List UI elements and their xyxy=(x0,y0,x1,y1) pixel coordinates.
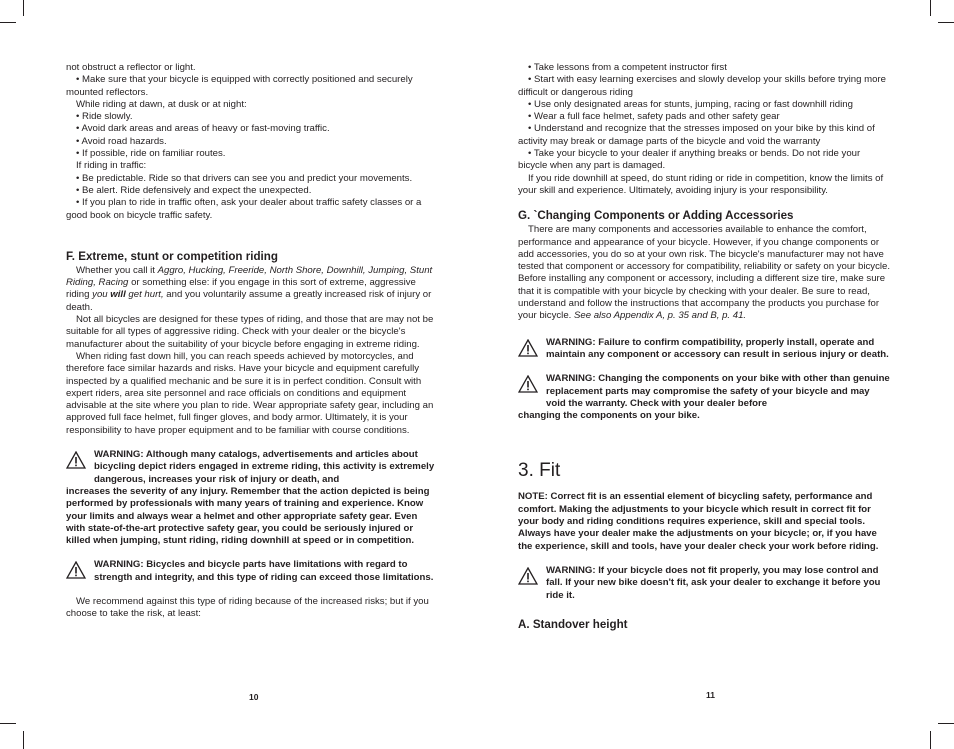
subsection-heading: A. Standover height xyxy=(518,617,628,631)
bullet-item: • Take your bicycle to your dealer if anything breaks or bends. Do not ride your bicycle when any part is damaged. xyxy=(518,148,861,172)
section-heading: F. Extreme, stunt or competition riding xyxy=(66,249,278,263)
crop-mark xyxy=(930,731,931,749)
bullet-item: • Use only designated areas for stunts, jumping, racing or fast downhill riding xyxy=(528,98,853,110)
body-paragraph: There are many components and accessories available to enhance the comfort, performance and appearance of your bicycle. However, if you change components or add accessories, you do so at your own risk. The bicycle's manufacturer may not have tested that component or accessory for compatibility, reliability or safety on your bicycle. Before installing any component or accessory, including a different size tire, make sure that it is compatible with your bicycle by checking with your dealer. Be sure to read, understand and follow the instructions that accompany the products you purchase for your bicycle. See also Appendix A, p. 35 and B, p. 41. xyxy=(518,224,891,322)
body-text: If riding in traffic: xyxy=(76,160,147,172)
warning-text: WARNING: Bicycles and bicycle parts have limitations with regard to strength and integrity, and this type of riding can exceed those limitations. xyxy=(94,559,434,583)
crop-mark xyxy=(0,22,16,23)
body-paragraph: Whether you call it Aggro, Hucking, Freeride, North Shore, Downhill, Jumping, Stunt Riding, Racing or something else: if you engage in this sort of extreme, aggressive riding you will get hurt, and you voluntarily assume a greatly increased risk of injury or death. xyxy=(66,264,433,313)
body-paragraph: When riding fast down hill, you can reach speeds achieved by motorcycles, and therefore face similar hazards and risks. Have your bicycle and equipment carefully inspected by a qualified mechanic and be sure it is in perfect condition. Consult with expert riders, area site personnel and race officials on conditions and equipment advisable at the site where you plan to ride. Wear appropriate safety gear, including an approved full face helmet, full finger gloves, and body armor. Ultimately, it is your responsibility to have proper equipment and to be familiar with course conditions. xyxy=(66,350,434,436)
warning-triangle-icon xyxy=(518,339,538,357)
left-page xyxy=(66,62,436,621)
bullet-item: • Wear a full face helmet, safety pads and other safety gear xyxy=(528,111,780,123)
bullet-item: • If you plan to ride in traffic often, ask your dealer about traffic safety classes or a good book on bicycle traffic safety. xyxy=(66,197,422,221)
warning-text: WARNING: Changing the components on your bike with other than genuine replacement parts may compromise the safety of your bicycle and may void the warranty. Check with your dealer before xyxy=(546,373,890,409)
warning-text: increases the severity of any injury. Remember that the action depicted is being performed by professionals with many years of training and experience. Know your limits and always wear a helmet and other appropriate safety gear. Even with state-of-the-art protective safety gear, you could be seriously injured or killed when jumping, stunt riding, riding downhill at speed or in competition. xyxy=(66,485,430,547)
page-number: 11 xyxy=(706,690,715,700)
body-paragraph: If you ride downhill at speed, do stunt riding or ride in competition, know the limits of your skill and experience. Ultimately, avoiding injury is your responsibility. xyxy=(518,172,884,196)
warning-text: WARNING: If your bicycle does not fit properly, you may lose control and fall. If your new bike doesn't fit, ask your dealer to exchange it before you ride it. xyxy=(546,564,881,601)
bullet-item: • Make sure that your bicycle is equipped with correctly positioned and securely mounted reflectors. xyxy=(66,74,413,98)
section-heading: G. `Changing Components or Adding Accessories xyxy=(518,209,794,223)
warning-block xyxy=(518,373,890,422)
warning-block xyxy=(518,565,890,602)
warning-triangle-icon xyxy=(66,451,86,469)
bullet-item: • Be predictable. Ride so that drivers can see you and predict your movements. xyxy=(76,172,413,184)
page-number: 10 xyxy=(249,692,259,702)
bullet-item: • Avoid dark areas and areas of heavy or fast-moving traffic. xyxy=(76,123,330,135)
chapter-heading: 3. Fit xyxy=(518,460,561,482)
warning-block xyxy=(518,337,890,362)
warning-block xyxy=(66,449,436,547)
note-text: NOTE: Correct fit is an essential element of bicycling safety, performance and comfort. Making the adjustments to your bicycle which result in correct fit for your body and riding conditions requires experience, skill and special tools. Always have your dealer make the adjustments on your bicycle; or, if you have the experience, skill and tools, have your dealer check your work before riding. xyxy=(518,491,879,552)
warning-text: WARNING: Although many catalogs, advertisements and articles about bicycling depict riders engaged in extreme riding, this activity is extremely dangerous, increases your risk of injury or death, and xyxy=(94,449,435,485)
bullet-item: • Ride slowly. xyxy=(76,111,133,123)
body-paragraph: Not all bicycles are designed for these types of riding, and those that are may not be suitable for all types of aggressive riding. Check with your dealer or the bicycle's manufacturer about the suitability of your bicycle before engaging in extreme riding. xyxy=(66,314,434,350)
warning-text: WARNING: Failure to confirm compatibility, properly install, operate and maintain any component or accessory can result in serious injury or death. xyxy=(546,336,889,360)
warning-block xyxy=(66,559,436,584)
crop-mark xyxy=(0,723,16,724)
bullet-item: • Avoid road hazards. xyxy=(76,135,167,147)
body-paragraph: We recommend against this type of riding because of the increased risks; but if you choose to take the risk, at least: xyxy=(66,595,429,620)
bullet-item: • Understand and recognize that the stresses imposed on your bike by this kind of activity may break or damage parts of the bicycle and void the warranty xyxy=(518,123,875,147)
warning-triangle-icon xyxy=(518,567,538,585)
bullet-item: • Take lessons from a competent instructor first xyxy=(528,62,727,73)
warning-triangle-icon xyxy=(518,375,538,393)
bullet-item: • Be alert. Ride defensively and expect the unexpected. xyxy=(76,184,312,196)
crop-mark xyxy=(938,723,954,724)
crop-mark xyxy=(23,731,24,749)
warning-text: changing the components on your bike. xyxy=(518,410,700,422)
bullet-item: • If possible, ride on familiar routes. xyxy=(76,148,226,160)
crop-mark xyxy=(23,0,24,16)
crop-mark xyxy=(938,22,954,23)
body-text: While riding at dawn, at dusk or at night: xyxy=(76,98,247,110)
body-text: not obstruct a reflector or light. xyxy=(66,62,196,73)
bullet-item: • Start with easy learning exercises and slowly develop your skills before trying more difficult or dangerous riding xyxy=(518,74,886,98)
crop-mark xyxy=(930,0,931,16)
right-page xyxy=(518,62,890,633)
warning-triangle-icon xyxy=(66,561,86,579)
